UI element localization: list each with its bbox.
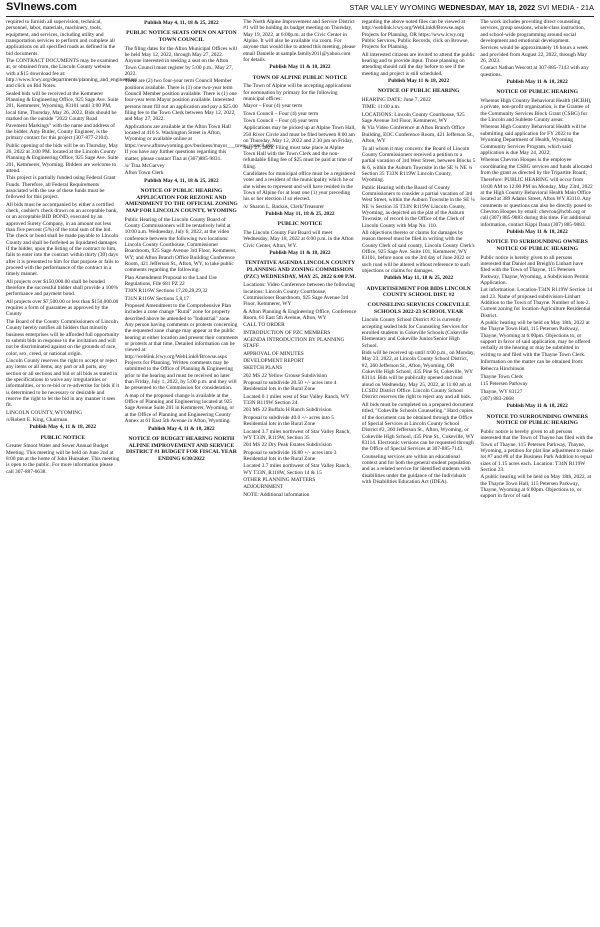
notice-text: Services would be approximately 16 hours a week and provided from August 22, 2022, through May 26, 2023.: [480, 45, 588, 65]
publish-dates: Publish May 11 & 18, 2022: [506, 403, 568, 410]
notice-text: CALL TO ORDER: [243, 322, 285, 329]
column-4: [362, 19, 476, 925]
notice-text: All bids must be completed on a prepared document titled, "Cokeville Schools Counseling." Hard copies of the document can be obtained through the Office of Special Services at Lincoln County School District #2, 360 Jefferson St., Afton, Wyoming, or Cokeville High School, 435 Pine St., Cokeville, WY 83114. Electronic versions can be requested through the Office of Special Services at 307-885-7143.: [361, 401, 475, 453]
notice-columns: [6, 19, 594, 925]
notice-text: Public notice is hereby given to all persons interested that the Town of Thayne has filed with the Town of Thayne, 115 Petersen Parkway, Thayne, Wyoming, a petition for plat line adjustment to make lot #7 and #8 of the Business Park Addition to equal sizes of 1.15 acres each. Location: T34N R119W Section 23.: [480, 428, 594, 473]
page-header: [6, 2, 594, 17]
notice-text: The Board of the County Commissioners of Lincoln County hereby notifies all bidders that minority business enterprises will be afforded full opportunity to submit bids in response to the invitation and will not be discriminated against on the grounds of race, color, sex, creed, or national origin.: [6, 318, 119, 357]
issue-date: WEDNESDAY, MAY 18, 2022: [438, 3, 536, 12]
notice-text: APPROVAL OF MINUTES: [243, 350, 304, 357]
notice-text: Information on the matter can be obtained from:: [480, 359, 584, 366]
column-3: [243, 19, 357, 925]
notice-text: (307) 883-2668: [480, 395, 514, 402]
notice-text: Located 3.7 miles northwest of Star Valley Ranch, WY T33N, R119W, Section 35: [243, 428, 351, 441]
notice-text: Whereas High Country Behavioral Health will be submitting said application for FY 2022 to the Wyoming Department of Health, Wyoming Community Services Program, which said application is due May 24, 2022;: [480, 124, 587, 156]
notice-text: Located 0.1 miles west of Star Valley Ranch, WY T33N R119W Section 24: [243, 393, 350, 407]
notice-text: NOTE: Additional information: [243, 491, 310, 498]
notice-text: All projects over $150,000.00 shall be bonded therefore the successful bidder shall provide a 100% performance and payment bond.: [6, 278, 119, 298]
notice-text: HEARING DATE: June 7, 2022: [361, 97, 431, 104]
notice-heading: NOTICE OF PUBLIC HEARING: [377, 88, 460, 95]
publish-dates: Publish May 11 & 18, 2022: [506, 228, 568, 235]
notice-text: Mayor – Four (4) year term: [243, 103, 303, 110]
notice-text: T31N R116W Sections 5,8,17: [124, 295, 189, 302]
publish-dates: Publish May 4, 11, 18 & 25, 2022: [144, 177, 219, 184]
running-header: [349, 3, 594, 12]
notice-text: required to furnish all supervision, technical, personnel, labor, materials, machinery, tools, equipment, and services, including utility and transportation services to perform and complete all applications on all specified roads as defined in the bid documents.: [6, 19, 116, 57]
publish-dates: Publish May 11 & 18, 2022: [387, 78, 450, 85]
notice-text: This project is partially funded using Federal Grant Funds. Therefore, all Federal Requirements associated with the use of these funds must be followed for this project.: [6, 175, 116, 201]
notice-text: The North Alpine Improvement and Service District #1 will be holding its budget meeting on Thursday, May 19, 2022, at 6:00p.m. at the Civic Center in Alpine. It will also be available via zoom. For anyone that would like to attend this meeting, please email Danielle at sample.family2011@yahoo.com for details.: [243, 19, 356, 64]
notice-text: & Via Video Conference at Afton Branch Office Building, EOC Conference Room, 421 Jefferson St., Afton, WY: [361, 125, 475, 145]
publish-dates: Publish May 4, 11 & 18, 2022: [148, 425, 215, 432]
publish-dates: Publish May 11 & 18, 2022: [269, 249, 331, 256]
notice-text: 204 MS 22 Dry Peak Estates Subdivision: [243, 442, 332, 449]
notice-text: Located 3.7 miles northwest of Star Valley Ranch, WY T33N, R118W, Section 14 & 15: [243, 463, 351, 476]
notice-text: /s/ Sharon L. Backus, Clerk/Treasurer: [243, 203, 325, 210]
notice-text: Whereas Chevron Hoopes is the employee coordinating the CSBG services and funds allocated from the grant as directed by the Tripartite Board;: [480, 157, 592, 176]
notice-text: OTHER PLANNING MATTERS: [243, 476, 316, 483]
notice-text: Bids will be received up until 4:00 p.m., on Monday, May 23, 2022, at Lincoln County School District, #2, 360 Jefferson St., Afton, Wyoming, OR Cokeville High School, 435 Pine St, Cokeville, WY 83114. Bids will be publically opened and read aloud on Wednesday, May 25, 2022, at 11:00 am at LCSD2 District Office. Lincoln County School District reserves the right to reject any and all bids.: [361, 350, 475, 401]
notice-text: Lot information: Location-T34N R119W Section 14 and 23. Name of proposed subdivision-Linhart Addition to the Town of Thayne. Number of lots-2. Current zoning for location-Agriculture Residential District.: [480, 287, 593, 319]
notice-heading: COUNSELING SERVICES COKEVILLE SCHOOLS 2022-23 SCHOOL YEAR: [367, 302, 470, 315]
publish-dates: Publish May 11 & 18, 2022: [506, 79, 568, 86]
notice-text: LOCATIONS: Lincoln County Courthouse, 925 Sage Avenue 3rd Floor, Kemmerer, WY: [361, 111, 465, 125]
notice-text: Locations: Video Conference between the following locations: Lincoln County Courthouse, Commissioner Boardroom, 925 Sage Avenue 3rd Floor, Kemmerer, WY: [243, 282, 355, 308]
notice-text: Lincoln County School District #2 is currently accepting sealed bids for Counseling Services for enrolled students in Cokeville Schools (Cokeville Elementary and Cokeville Junior/Senior High School.: [361, 317, 468, 349]
notice-text: A map of the proposed change is available at the Office of Planning and Engineering located at 925 Sage Avenue Suite 201 in Kemmerer, Wyoming, or at the Office of Planning and Engineering County Annex at 61 East 5th Avenue in Afton, Wyoming.: [124, 392, 235, 425]
notice-text: Plan Amendment Proposal to the Land Use Regulations, File 681 PZ 22: [124, 274, 217, 287]
notice-text: /s/Robert E. King, Chairman: [6, 416, 68, 423]
notice-text: Proposal to subdivide 20.50 +/- acres into 4 Residential lots in the Rural Zone: [243, 380, 337, 393]
notice-text: Candidates for municipal office must be a registered voter and a resident of the municipality which he or she wishes to represent and will have resided in the Town of Alpine for at least one (1) year preceding his or her election if so elected.: [243, 170, 356, 203]
notice-text: ADJOURNMENT: [243, 484, 284, 491]
notice-text: SKETCH PLANS: [243, 365, 283, 372]
notice-text: All bids must be accompanied by either a certified check, cashier's check drawn on an acceptable bank, or an acceptable BID BOND, executed by an approved Surety Company, in an amount not less than five percent (5%) of the total sum of the bid. The check or bond shall be made payable to Lincoln County and shall be forfeited as liquidated damages if the bidder, upon the listing of the contract to him, fails to enter into the contract within thirty (30) days after it is presented to him for that purpose or fails to proceed with the performance of the contract in a timely manner.: [6, 201, 119, 278]
paper-name: STAR VALLEY WYOMING: [349, 3, 437, 12]
notice-text: Thayne, WY 83127: [480, 388, 523, 395]
notice-text: Public Hearing of the Lincoln County Board of County Commissioners will be tentatively held at 10:00 a.m. Wednesday, July 6, 2022, at the video conference between the following two locations: Lincoln County Courthouse, Commissioner Boardroom, 925 Sage Avenue 3rd Floor, Kemmerer, WY; and Afton Branch Office Building Conference Room, 421 Jefferson St., Afton, WY, to take public comments regarding the following:: [124, 216, 237, 274]
notice-text: Rebecca Hinchinson: [480, 366, 525, 373]
notice-text: A public hearing will be held on May 18th, 2022, at the Thayne Town Hall, 115 Petersen Parkway, Thayne, Wyoming at 6:00pm. Objections to, or support in favor of said: [480, 474, 592, 500]
column-1: [6, 19, 138, 925]
notice-text: 202 MS 22 Yellow Grouse Subdivision: [243, 372, 327, 379]
notice-heading: PUBLIC NOTICE SEATS OPEN ON AFTON TOWN COUNCIL: [126, 30, 237, 43]
notice-text: Public Hearing with the Board of County Commissioners to consider a partial vacation of 3rd West Street, within the Auburn Townsite in the SE ¼ NE ¼ Section 35 T33N R119W Lincoln County, Wyoming, as depicted on the plat of the Auburn Townsite, of record in the Office of the Clerk of Lincoln County with Map No. 110.: [361, 184, 475, 229]
notice-text: Applications are available at the Afton Town Hall located at 416 S. Washington Street in Afton, Wyoming or available online at https://www.aftonwyoming.gov/business/mayor___town_council.php. If you have any further questions regarding this matter, please contact Tina at (307)885-9831.: [124, 123, 276, 162]
notice-text: Proposal to subdivide 16.80 +/- acres into 3 Residential lots in the Rural Zone: [243, 449, 337, 462]
notice-text: Public notice is hereby given to all persons interested that Daniel and Breigh'n Linhart have filed with the Town of Thayne, 115 Petersen Parkway, Thayne, Wyoming, a Subdivision Permit Application.: [480, 254, 589, 286]
notice-heading: PUBLIC NOTICE: [40, 434, 86, 441]
notice-text: T30N R116W Sections 17,20,28,29,32: [124, 288, 208, 295]
notice-heading: NOTICE TO SURROUNDING OWNERS NOTICE OF PUBLIC HEARING: [486, 239, 588, 252]
notice-heading: ADVERTISEMENT FOR BIDS LINCOLN COUNTY SCHOOL DIST. #2: [366, 285, 471, 299]
notice-text: Afton Town Clerk: [124, 170, 164, 177]
notice-text: 203 MS 22 Buffalo H Ranch Subdivision: [243, 407, 332, 414]
notice-text: Sealed bids will be received at the Kemmerer Planning & Engineering Office, 925 Sage Ave. Suite 201, Kemmerer, Wyoming, 83101 until 3:00 PM, local time, Thursday, May 26, 2022. Bids should be marked on the outside "2022 County Road Pavement Markings" with the name and address of the bidder. Amy Butler, County Engineer, is the primary contact for this project (307-877-2104).: [6, 90, 119, 142]
notice-heading: NOTICE OF PUBLIC HEARING APPLICATION FOR REZONE AND AMENDMENT TO THE OFFICIAL ZONING MAP FOR LINCOLN COUNTY, WYOMING: [125, 187, 238, 214]
notice-text: The CONTRACT DOCUMENTS may be examined at, or obtained from, the Lincoln County website with a $15 download fee at: http://www.lcwy.org/departments/planning_and_engineering/ and click on Bid Notes.: [6, 58, 138, 90]
notice-text: All interested citizens are invited to attend the public hearing and to provide input. Those planning on attending should call the day before to see if the meeting and project is still scheduled.: [361, 51, 475, 77]
notice-text: LINCOLN COUNTY, WYOMING: [6, 409, 82, 416]
site-name[interactable]: SVInews.com: [6, 1, 77, 13]
notice-heading: NOTICE OF BUDGET HEARING NORTH ALPINE IMPROVEMENT AND SERVICE DISTRICT #1 BUDGET FOR FISCAL YEAR ENDING 6/30/2022: [126, 435, 237, 462]
publish-dates: Publish May 11, 18 & 25, 2022: [265, 210, 335, 217]
notice-text: regarding the above noted files can be viewed at http://weblink.lcwy.org/WebLink8/Browse.aspx Projects for Planning, OR https://www.lcwy.org Public Services, Public Records, click on Browse, Projects for Planning.: [361, 19, 469, 51]
notice-text: TIME: 11:00 a.m.: [361, 104, 401, 111]
notice-text: Whereas High Country Behavioral Health (HCBH), a private, non-profit organization, is the Grantee of the Community Services Block Grant (CSBG) for the Lincoln and Sublette County areas:: [480, 98, 592, 124]
notice-text: Public opening of the bids will be on Thursday, May 26, 2022 at 3:00 PM. located at the Lincoln County Planning & Engineering Office, 925 Sage Ave. Suite 201, Kemmerer, Wyoming. Bidders are welcome to attend.: [6, 142, 119, 174]
notice-text: The Town of Alpine will be accepting applications for nomination by primary for the following municipal offices:: [243, 83, 352, 103]
notice-text: 115 Petersen Parkway: [480, 381, 528, 388]
notice-text: All projects over $7,500.00 or less than $150,000.00 requires a form of guarantee as approved by the County: [6, 298, 119, 318]
notice-text: Greater Smoot Water and Sewer Annual Budget Meeting. This meeting will be held on June 2nd at 8:00 pm at the home of John Hunsaker. This meeting is open to the public. For more information please call 307-887-6638.: [6, 443, 120, 475]
notice-heading: NOTICE OF PUBLIC HEARING: [496, 89, 579, 96]
notice-text: The work includes providing direct counseling services, group sessions, whole-class instruction, and school-wide programming around social development and emotional development.: [480, 19, 586, 45]
notice-text: /s/ Tina McGarvey: [124, 162, 165, 169]
column-5: [480, 19, 594, 925]
notice-text: Applications may be picked up at Alpine Town Hall, 250 River Circle and must be filed between 8:00 am on Thursday, May 12, 2022 and 2:30 pm on Friday, May 27, 2022. Filing must take place at Alpine Town Hall with the Town Clerk and the non-refundable filing fee of $25 must be paid at time of filing.: [243, 125, 356, 170]
publish-dates: Publish May 11 & 18, 2022: [269, 64, 331, 71]
notice-text: & Afton Planning & Engineering Office, Conference Room, 61 East 5th Avenue, Afton, WY: [243, 308, 357, 321]
notice-text: Counseling services are within an educational context and for both the general student population and as a related service for identified students with disabilities under the guidance of the Individuals with Disabilities Education Act (IDEA).: [361, 453, 471, 485]
notice-text: INTRODUCTION OF PZC MEMBERS: [243, 329, 331, 336]
notice-text: There are (2) two four-year term Council Member positions available. There is (1) one two-year term Council Member position available. There is (1) one four-year term Mayor position available. Interested persons must fill out an application and pay a $25.00 filing fee to the Town Clerk between May 12, 2022, and May 27, 2022.: [124, 78, 238, 123]
notice-heading: PUBLIC NOTICE: [277, 221, 323, 228]
notice-text: Thayne Town Clerk: [480, 373, 523, 380]
notice-text: Town Council – Four (4) year term: [243, 118, 319, 125]
notice-text: The Lincoln County Fair Board will meet Wednesday, May 18, 2022 at 6:00 p.m. in the Afton Civic Center, Afton, WY.: [243, 229, 354, 249]
notice-text: Therefore: PUBLIC HEARING will occur from 10:00 AM to 12:00 PM on Monday, May 23rd, 2022 at the High Country Behavioral Health Main Office located at 389 Adams Street, Afton WY 83110. Any comments or questions can also be directly posed to Chevron Hoopes by email: chevron@hcbh.org or call (307) 885-9883 during this time. For additional information, contact Kippi Dana (307) 885-9883.: [480, 177, 593, 228]
publish-dates: Publish May 4, 11, 18 & 25, 2022: [144, 20, 219, 26]
publish-dates: Publish May 4, 11 & 18, 2022: [29, 424, 97, 431]
notice-text: Lincoln County reserves the right to accept or reject any items or all items, any part or all parts, any section or all sections and bid or all bids as stated in the specifications to waive any irregularities or informalities, or to re-bid or re-advertise for bids if it is determined to be necessary or desirable and reserve the right to let the bid in any manner it sees fit.: [6, 357, 120, 409]
section-label: SVI MEDIA - 21A: [537, 3, 594, 12]
notice-text: Proposed Amendment to the Comprehensive Plan includes a zone change "Rural" zone for property described above be amended to "Industrial" zone. Any person having comments or protests concerning the requested zone change may appear at the public hearing at either location and present their comments or protests at that time. Detailed information can be viewed at: http://weblink.lcwy.org/WebLink8/Browse.aspx Projects for Planning. Written comments may be submitted to the Office of Planning & Engineering prior to the hearing and must be received no later than Friday, July 1, 2022, by 5:00 p.m. and they will be presented to the Commission for consideration.: [124, 302, 239, 392]
notice-text: To all whom it may concern: the Board of Lincoln County Commissioners received a petition to a partial vacation of 3rd West Street, between Blocks 5 & 6, within the Auburn Townsite in the SE ¼ NE ¼ Section 35 T33N R119W Lincoln County, Wyoming.: [361, 145, 476, 184]
publish-dates: Publish May 11, 18 & 25, 2022: [383, 275, 454, 282]
notice-text: A public hearing will be held on May 18th, 2022 at the Thayne Town Hall, 115 Petersen Parkway, Thayne, Wyoming at 6:00pm. Objections to, or support in favor of said application, may be offered verbally at the hearing or may be submitted in writing to and filed with the Thayne Town Clerk.: [480, 320, 591, 358]
notice-text: AGENDA INTRODUCTION BY PLANNING STAFF: [243, 337, 345, 350]
notice-text: DEVELOPMENT REPORT: [243, 358, 305, 365]
notice-text: Town Council – Four (4) year term: [243, 110, 319, 117]
notice-text: The filing dates for the Afton Municipal Offices will be held May 12, 2022, through May 27, 2022. Anyone interested in seeking a seat on the Afton Town Council must register by 5:00 p.m., May 27, 2022.: [124, 45, 237, 78]
notice-heading: TENTATIVE AGENDA LINCOLN COUNTY PLANNING AND ZONING COMMISSION (PZC) WEDNESDAY, MAY 25, 2022 6:00 P.M.: [243, 260, 356, 280]
notice-heading: TOWN OF ALPINE PUBLIC NOTICE: [252, 74, 348, 81]
notice-text: Contact Nathan Wescott at 307-885-7143 with any questions.: [480, 65, 589, 78]
notice-text: All objections thereto or claims for damages by reason thereof must be filed in writing with the County Clerk of said county, Lincoln County Clerk's Office, 925 Sage Ave. Suite 101, Kemmerer, WY 83101, before noon on the 3rd day of June 2022 or such road will be altered without reference to such objections or claims for damages.: [361, 229, 475, 275]
notice-heading: NOTICE TO SURROUNDING OWNERS NOTICE OF PUBLIC HEARING: [486, 413, 588, 427]
notice-text: Proposal to subdivide 40.0 +/- acres into 5 Residential lots in the Rural Zone: [243, 414, 334, 428]
